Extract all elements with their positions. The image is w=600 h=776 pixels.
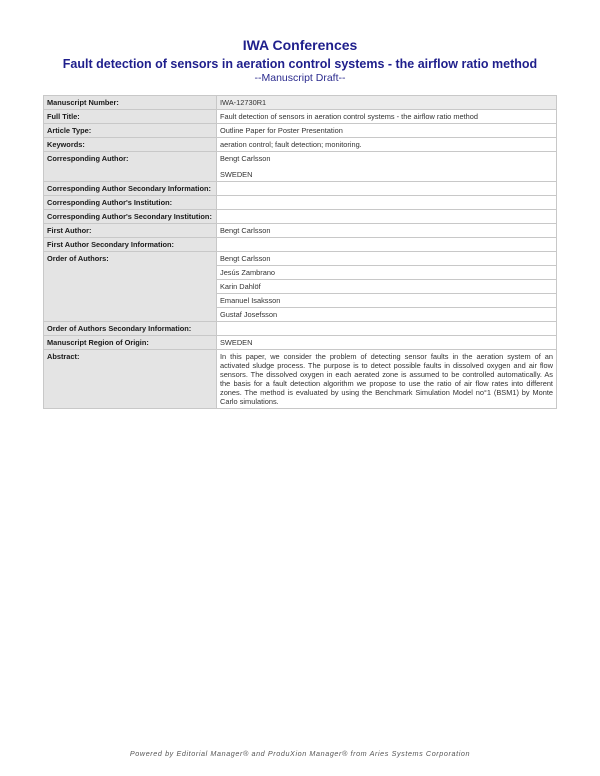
- author-entry: Emanuel Isaksson: [217, 294, 557, 308]
- first-author-secondary-label: First Author Secondary Information:: [44, 238, 217, 252]
- table-row: [44, 238, 557, 252]
- order-of-authors-label: Order of Authors:: [44, 252, 217, 322]
- keywords-label: Keywords:: [44, 138, 217, 152]
- first-author-value: Bengt Carlsson: [217, 224, 557, 238]
- corresponding-author-value: [217, 152, 557, 182]
- table-row: [44, 138, 557, 152]
- corresponding-author-secondary-label: Corresponding Author Secondary Information:: [44, 182, 217, 196]
- table-row: [44, 152, 557, 182]
- table-row: [44, 350, 557, 409]
- table-row: [44, 210, 557, 224]
- table-row: [44, 224, 557, 238]
- full-title-value: Fault detection of sensors in aeration control systems - the airflow ratio method: [217, 110, 557, 124]
- order-of-authors-secondary-value: [217, 322, 557, 336]
- corresponding-author-secondary-institution-value: [217, 210, 557, 224]
- footer-credit: Powered by Editorial Manager® and ProduXion Manager® from Aries Systems Corporation: [129, 749, 471, 758]
- keywords-value: aeration control; fault detection; monitoring.: [217, 138, 557, 152]
- author-entry: Jesús Zambrano: [217, 266, 557, 280]
- draft-label: --Manuscript Draft--: [254, 72, 346, 84]
- abstract-label: Abstract:: [44, 350, 217, 409]
- manuscript-info-table: [43, 95, 557, 409]
- article-type-value: Outline Paper for Poster Presentation: [217, 124, 557, 138]
- corresponding-author-institution-value: [217, 196, 557, 210]
- table-row: [44, 124, 557, 138]
- corresponding-author-secondary-value: [217, 182, 557, 196]
- order-of-authors-secondary-label: Order of Authors Secondary Information:: [44, 322, 217, 336]
- article-type-label: Article Type:: [44, 124, 217, 138]
- table-row: [44, 252, 557, 266]
- region-of-origin-label: Manuscript Region of Origin:: [44, 336, 217, 350]
- author-entry: Karin Dahlöf: [217, 280, 557, 294]
- table-row: [44, 110, 557, 124]
- table-row: [44, 96, 557, 110]
- manuscript-number-label: Manuscript Number:: [44, 96, 217, 110]
- table-row: [44, 336, 557, 350]
- document-header: [0, 36, 600, 85]
- first-author-label: First Author:: [44, 224, 217, 238]
- author-entry: Gustaf Josefsson: [217, 308, 557, 322]
- corresponding-author-secondary-institution-label: Corresponding Author's Secondary Institution:: [44, 210, 217, 224]
- table-row: [44, 196, 557, 210]
- first-author-secondary-value: [217, 238, 557, 252]
- region-of-origin-value: SWEDEN: [217, 336, 557, 350]
- corresponding-author-name: Bengt Carlsson: [220, 154, 271, 163]
- full-title-label: Full Title:: [44, 110, 217, 124]
- abstract-value: In this paper, we consider the problem of detecting sensor faults in the aeration system of an activated sludge process. The purpose is to detect possible faults in dissolved oxygen and air flow sensors. The dissolved oxygen in each aerated zone is assumed to be controlled automatically. As the basis for a fault detection algorithm we propose to use the ratio of air flow rates into different zones. The method is evaluated by using the Benchmark Simulation Model no°1 (BSM1) by Monte Carlo simulations.: [217, 350, 557, 409]
- corresponding-author-country: SWEDEN: [220, 170, 253, 179]
- corresponding-author-institution-label: Corresponding Author's Institution:: [44, 196, 217, 210]
- table-row: [44, 322, 557, 336]
- table-row: [44, 182, 557, 196]
- corresponding-author-label: Corresponding Author:: [44, 152, 217, 182]
- conference-title: IWA Conferences: [242, 37, 358, 53]
- author-entry: Bengt Carlsson: [217, 252, 557, 266]
- manuscript-number-value: IWA-12730R1: [217, 96, 557, 110]
- paper-title: Fault detection of sensors in aeration control systems - the airflow ratio method: [62, 57, 538, 71]
